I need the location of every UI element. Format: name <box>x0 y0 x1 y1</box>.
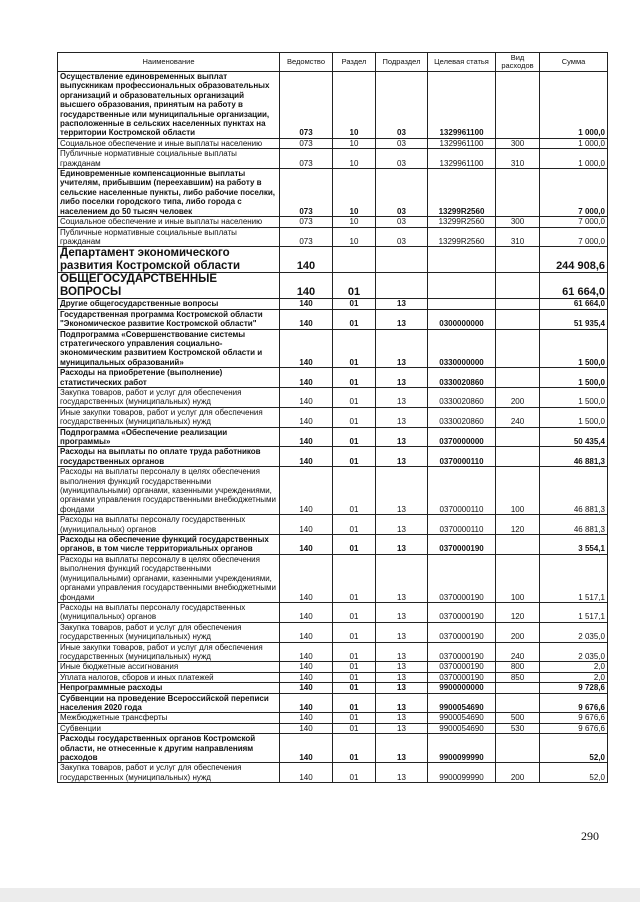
row-section: 01 <box>333 535 376 555</box>
row-expense-type <box>496 447 540 467</box>
row-subsection: 13 <box>376 723 428 733</box>
row-subsection: 13 <box>376 763 428 783</box>
row-expense-type <box>496 734 540 763</box>
table-row <box>58 169 608 217</box>
row-target-item: 0330000000 <box>428 329 496 368</box>
row-name: Социальное обеспечение и иные выплаты населению <box>58 217 280 227</box>
row-target-item: 9900054690 <box>428 723 496 733</box>
row-amount: 9 676,6 <box>540 713 608 723</box>
row-name: Иные бюджетные ассигнования <box>58 662 280 672</box>
row-target-item: 0300000000 <box>428 309 496 329</box>
row-subsection: 03 <box>376 72 428 139</box>
row-expense-type <box>496 683 540 693</box>
table-row <box>58 763 608 783</box>
row-subsection: 13 <box>376 734 428 763</box>
row-subsection: 13 <box>376 407 428 427</box>
table-row <box>58 642 608 662</box>
row-section: 01 <box>333 329 376 368</box>
row-target-item: 0370000190 <box>428 672 496 682</box>
row-amount: 9 676,6 <box>540 723 608 733</box>
row-department: 140 <box>280 723 333 733</box>
row-name: Закупка товаров, работ и услуг для обеспечения государственных (муниципальных) нужд <box>58 763 280 783</box>
row-amount: 9 728,6 <box>540 683 608 693</box>
row-section: 01 <box>333 427 376 447</box>
row-expense-type: 240 <box>496 407 540 427</box>
row-department: 073 <box>280 169 333 217</box>
row-expense-type: 120 <box>496 515 540 535</box>
row-amount: 2 035,0 <box>540 642 608 662</box>
row-subsection: 13 <box>376 713 428 723</box>
row-department: 140 <box>280 535 333 555</box>
row-name: Подпрограмма «Обеспечение реализации программы» <box>58 427 280 447</box>
row-subsection: 13 <box>376 683 428 693</box>
row-section: 01 <box>333 387 376 407</box>
row-expense-type <box>496 169 540 217</box>
row-expense-type: 120 <box>496 602 540 622</box>
row-target-item: 9900054690 <box>428 713 496 723</box>
row-name: Департамент экономического развития Костромской области <box>58 247 280 273</box>
row-expense-type: 200 <box>496 622 540 642</box>
row-subsection: 13 <box>376 535 428 555</box>
row-section: 01 <box>333 723 376 733</box>
row-department: 140 <box>280 713 333 723</box>
row-amount: 1 500,0 <box>540 387 608 407</box>
row-section: 10 <box>333 169 376 217</box>
row-target-item: 13299R2560 <box>428 227 496 247</box>
table-row <box>58 515 608 535</box>
row-name: ОБЩЕГОСУДАРСТВЕННЫЕ ВОПРОСЫ <box>58 273 280 299</box>
row-target-item <box>428 247 496 273</box>
row-amount: 52,0 <box>540 763 608 783</box>
row-department: 140 <box>280 642 333 662</box>
row-amount: 1 517,1 <box>540 602 608 622</box>
row-target-item: 0370000190 <box>428 554 496 602</box>
table-row <box>58 227 608 247</box>
table-row <box>58 387 608 407</box>
row-amount: 7 000,0 <box>540 217 608 227</box>
row-target-item: 9900099990 <box>428 734 496 763</box>
row-section: 01 <box>333 642 376 662</box>
row-name: Расходы на выплаты персоналу в целях обеспечения выполнения функций государственными (муниципальными) органами, казенными учреждениями, органами управления государственными внебюджетными фондами <box>58 554 280 602</box>
row-department: 140 <box>280 407 333 427</box>
row-expense-type <box>496 368 540 388</box>
row-amount: 51 935,4 <box>540 309 608 329</box>
row-subsection: 03 <box>376 217 428 227</box>
row-section: 01 <box>333 515 376 535</box>
row-section: 01 <box>333 672 376 682</box>
row-name: Закупка товаров, работ и услуг для обеспечения государственных (муниципальных) нужд <box>58 622 280 642</box>
row-department: 140 <box>280 693 333 713</box>
table-row <box>58 713 608 723</box>
row-amount: 244 908,6 <box>540 247 608 273</box>
row-amount: 52,0 <box>540 734 608 763</box>
row-subsection: 13 <box>376 368 428 388</box>
budget-table <box>57 52 608 783</box>
row-expense-type: 200 <box>496 763 540 783</box>
row-subsection: 13 <box>376 554 428 602</box>
row-amount: 46 881,3 <box>540 515 608 535</box>
row-amount: 46 881,3 <box>540 447 608 467</box>
table-row <box>58 72 608 139</box>
row-name: Расходы на выплаты персоналу в целях обеспечения выполнения функций государственными (муниципальными) органами, казенными учреждениями, органами управления государственными внебюджетными фондами <box>58 467 280 515</box>
table-row <box>58 299 608 309</box>
row-department: 073 <box>280 217 333 227</box>
row-expense-type: 300 <box>496 217 540 227</box>
row-target-item: 0370000190 <box>428 602 496 622</box>
row-subsection: 03 <box>376 149 428 169</box>
table-row <box>58 693 608 713</box>
row-expense-type: 240 <box>496 642 540 662</box>
row-amount: 7 000,0 <box>540 227 608 247</box>
table-body <box>58 72 608 783</box>
row-amount: 1 000,0 <box>540 72 608 139</box>
row-expense-type: 850 <box>496 672 540 682</box>
header-subsection: Подраздел <box>376 53 428 72</box>
header-target-item: Целевая статья <box>428 53 496 72</box>
header-expense-type: Вид расходов <box>496 53 540 72</box>
row-name: Субвенции на проведение Всероссийской переписи населения 2020 года <box>58 693 280 713</box>
row-name: Непрограммные расходы <box>58 683 280 693</box>
row-department: 140 <box>280 467 333 515</box>
row-department: 140 <box>280 247 333 273</box>
table-row <box>58 273 608 299</box>
row-subsection: 13 <box>376 309 428 329</box>
row-department: 140 <box>280 309 333 329</box>
row-department: 140 <box>280 662 333 672</box>
row-amount: 1 500,0 <box>540 329 608 368</box>
row-amount: 3 554,1 <box>540 535 608 555</box>
row-expense-type: 200 <box>496 387 540 407</box>
row-expense-type: 100 <box>496 554 540 602</box>
row-target-item: 0370000190 <box>428 662 496 672</box>
scan-edge <box>0 888 640 902</box>
row-target-item: 1329961100 <box>428 149 496 169</box>
row-expense-type: 310 <box>496 227 540 247</box>
row-amount: 7 000,0 <box>540 169 608 217</box>
row-section: 01 <box>333 602 376 622</box>
row-section: 10 <box>333 217 376 227</box>
row-target-item: 0370000190 <box>428 642 496 662</box>
row-amount: 61 664,0 <box>540 273 608 299</box>
row-section: 10 <box>333 72 376 139</box>
row-target-item: 0370000110 <box>428 515 496 535</box>
row-name: Расходы на выплаты персоналу государственных (муниципальных) органов <box>58 602 280 622</box>
row-section: 01 <box>333 763 376 783</box>
row-section: 01 <box>333 309 376 329</box>
row-department: 140 <box>280 622 333 642</box>
row-expense-type: 800 <box>496 662 540 672</box>
table-row <box>58 447 608 467</box>
table-row <box>58 602 608 622</box>
row-name: Расходы на выплаты по оплате труда работников государственных органов <box>58 447 280 467</box>
table-row <box>58 662 608 672</box>
row-subsection: 03 <box>376 227 428 247</box>
table-row <box>58 309 608 329</box>
table-row <box>58 554 608 602</box>
row-name: Закупка товаров, работ и услуг для обеспечения государственных (муниципальных) нужд <box>58 387 280 407</box>
row-amount: 1 500,0 <box>540 407 608 427</box>
row-section: 01 <box>333 622 376 642</box>
row-amount: 61 664,0 <box>540 299 608 309</box>
row-name: Межбюджетные трансферты <box>58 713 280 723</box>
row-name: Расходы на выплаты персоналу государственных (муниципальных) органов <box>58 515 280 535</box>
row-department: 140 <box>280 329 333 368</box>
row-expense-type: 500 <box>496 713 540 723</box>
row-section: 10 <box>333 138 376 148</box>
row-target-item <box>428 299 496 309</box>
row-target-item: 0370000110 <box>428 467 496 515</box>
table-row <box>58 535 608 555</box>
row-amount: 2,0 <box>540 672 608 682</box>
row-target-item: 0370000000 <box>428 427 496 447</box>
row-name: Социальное обеспечение и иные выплаты населению <box>58 138 280 148</box>
row-department: 140 <box>280 763 333 783</box>
row-department: 073 <box>280 149 333 169</box>
table-row <box>58 407 608 427</box>
row-expense-type <box>496 273 540 299</box>
row-department: 140 <box>280 602 333 622</box>
row-department: 140 <box>280 554 333 602</box>
row-subsection: 13 <box>376 642 428 662</box>
row-name: Расходы на приобретение (выполнение) статистических работ <box>58 368 280 388</box>
row-section: 10 <box>333 227 376 247</box>
row-subsection: 13 <box>376 515 428 535</box>
row-section: 01 <box>333 713 376 723</box>
row-expense-type: 300 <box>496 138 540 148</box>
page-number: 290 <box>581 829 599 843</box>
row-section: 01 <box>333 693 376 713</box>
row-name: Государственная программа Костромской области "Экономическое развитие Костромской области" <box>58 309 280 329</box>
row-department: 140 <box>280 734 333 763</box>
row-section: 01 <box>333 734 376 763</box>
row-section: 01 <box>333 368 376 388</box>
row-amount: 9 676,6 <box>540 693 608 713</box>
row-subsection <box>376 273 428 299</box>
row-target-item: 1329961100 <box>428 72 496 139</box>
row-expense-type <box>496 535 540 555</box>
table-row <box>58 368 608 388</box>
table-header-row <box>58 53 608 72</box>
row-target-item <box>428 273 496 299</box>
table-row <box>58 467 608 515</box>
row-target-item: 9900054690 <box>428 693 496 713</box>
table-row <box>58 734 608 763</box>
row-expense-type <box>496 329 540 368</box>
row-name: Иные закупки товаров, работ и услуг для обеспечения государственных (муниципальных) нужд <box>58 407 280 427</box>
header-department: Ведомство <box>280 53 333 72</box>
row-section: 01 <box>333 447 376 467</box>
row-amount: 2,0 <box>540 662 608 672</box>
row-target-item: 0370000110 <box>428 447 496 467</box>
header-amount: Сумма <box>540 53 608 72</box>
row-subsection: 13 <box>376 672 428 682</box>
row-section: 01 <box>333 273 376 299</box>
row-target-item: 9900099990 <box>428 763 496 783</box>
row-department: 140 <box>280 427 333 447</box>
table-row <box>58 427 608 447</box>
row-target-item: 13299R2560 <box>428 217 496 227</box>
row-section: 01 <box>333 554 376 602</box>
table-row <box>58 683 608 693</box>
table-row <box>58 329 608 368</box>
row-department: 140 <box>280 273 333 299</box>
row-target-item: 0330020860 <box>428 368 496 388</box>
row-subsection: 13 <box>376 427 428 447</box>
row-expense-type <box>496 247 540 273</box>
table-row <box>58 149 608 169</box>
row-section: 01 <box>333 299 376 309</box>
row-department: 140 <box>280 515 333 535</box>
row-target-item: 0370000190 <box>428 535 496 555</box>
row-section: 01 <box>333 683 376 693</box>
row-amount: 1 000,0 <box>540 138 608 148</box>
row-name: Иные закупки товаров, работ и услуг для обеспечения государственных (муниципальных) нужд <box>58 642 280 662</box>
row-subsection: 13 <box>376 693 428 713</box>
row-subsection: 13 <box>376 329 428 368</box>
row-expense-type <box>496 693 540 713</box>
row-expense-type <box>496 427 540 447</box>
row-amount: 1 500,0 <box>540 368 608 388</box>
row-name: Подпрограмма «Совершенствование системы стратегического управления социально-экономическим развитием Костромской области и муниципальных образований» <box>58 329 280 368</box>
table-row <box>58 138 608 148</box>
table-row <box>58 247 608 273</box>
row-department: 073 <box>280 72 333 139</box>
table-row <box>58 723 608 733</box>
row-department: 140 <box>280 387 333 407</box>
row-name: Уплата налогов, сборов и иных платежей <box>58 672 280 682</box>
row-name: Публичные нормативные социальные выплаты гражданам <box>58 227 280 247</box>
header-name: Наименование <box>58 53 280 72</box>
row-name: Осуществление единовременных выплат выпускникам профессиональных образовательных организаций и образовательных организаций высшего образования, принятым на работу в государственные или муниципальные организации, расположенные в сельских населенных пунктах на территории Костромской области <box>58 72 280 139</box>
row-department: 140 <box>280 299 333 309</box>
row-section: 01 <box>333 407 376 427</box>
row-subsection: 13 <box>376 622 428 642</box>
row-department: 140 <box>280 672 333 682</box>
row-subsection: 13 <box>376 387 428 407</box>
row-section: 10 <box>333 149 376 169</box>
row-subsection: 03 <box>376 138 428 148</box>
row-section: 01 <box>333 467 376 515</box>
header-section: Раздел <box>333 53 376 72</box>
row-target-item: 0330020860 <box>428 407 496 427</box>
row-target-item: 1329961100 <box>428 138 496 148</box>
row-name: Субвенции <box>58 723 280 733</box>
table-row <box>58 622 608 642</box>
row-subsection <box>376 247 428 273</box>
row-department: 140 <box>280 447 333 467</box>
table-row <box>58 672 608 682</box>
row-subsection: 13 <box>376 447 428 467</box>
row-section: 01 <box>333 662 376 672</box>
row-expense-type <box>496 309 540 329</box>
row-expense-type <box>496 299 540 309</box>
row-target-item: 0330020860 <box>428 387 496 407</box>
row-department: 073 <box>280 227 333 247</box>
row-target-item: 0370000190 <box>428 622 496 642</box>
row-subsection: 13 <box>376 602 428 622</box>
row-target-item: 9900000000 <box>428 683 496 693</box>
row-department: 140 <box>280 683 333 693</box>
row-amount: 46 881,3 <box>540 467 608 515</box>
row-expense-type <box>496 72 540 139</box>
row-subsection: 13 <box>376 299 428 309</box>
row-expense-type: 310 <box>496 149 540 169</box>
row-amount: 2 035,0 <box>540 622 608 642</box>
row-expense-type: 100 <box>496 467 540 515</box>
row-amount: 1 000,0 <box>540 149 608 169</box>
row-target-item: 13299R2560 <box>428 169 496 217</box>
row-name: Единовременные компенсационные выплаты учителям, прибывшим (переехавшим) на работу в сельские населенные пункты, либо рабочие поселки, либо поселки городского типа, либо города с населением до 50 тысяч человек <box>58 169 280 217</box>
table-row <box>58 217 608 227</box>
row-department: 073 <box>280 138 333 148</box>
row-expense-type: 530 <box>496 723 540 733</box>
row-department: 140 <box>280 368 333 388</box>
row-section <box>333 247 376 273</box>
row-name: Расходы государственных органов Костромской области, не отнесенные к другим направлениям расходов <box>58 734 280 763</box>
row-subsection: 03 <box>376 169 428 217</box>
row-subsection: 13 <box>376 467 428 515</box>
row-amount: 50 435,4 <box>540 427 608 447</box>
row-subsection: 13 <box>376 662 428 672</box>
row-name: Публичные нормативные социальные выплаты гражданам <box>58 149 280 169</box>
row-name: Расходы на обеспечение функций государственных органов, в том числе территориальных органов <box>58 535 280 555</box>
row-amount: 1 517,1 <box>540 554 608 602</box>
row-name: Другие общегосударственные вопросы <box>58 299 280 309</box>
